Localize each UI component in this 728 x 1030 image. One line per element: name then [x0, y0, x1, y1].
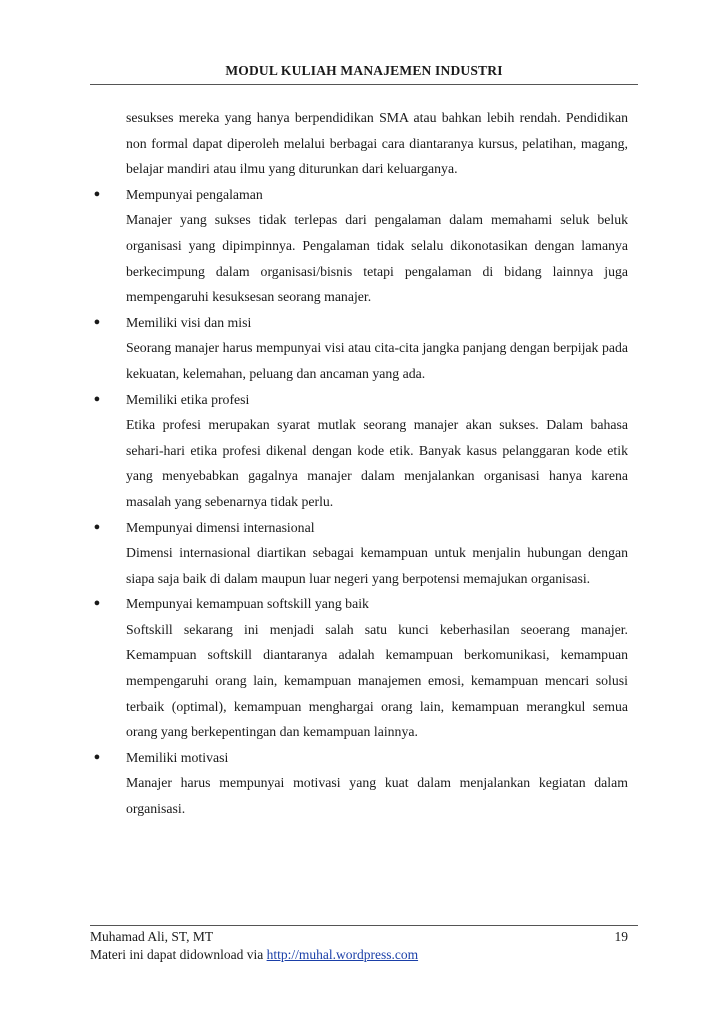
footer-divider: [90, 925, 638, 926]
item-body: Dimensi internasional diartikan sebagai kemampuan untuk menjalin hubungan dengan siapa saja baik di dalam maupun luar negeri yang berpotensi memajukan organisasi.: [126, 545, 628, 586]
footer-author: Muhamad Ali, ST, MT: [90, 929, 214, 944]
item-body: Etika profesi merupakan syarat mutlak seorang manajer akan sukses. Dalam bahasa sehari-hari etika profesi dikenal dengan kode etik. Banyak kasus pelanggaran kode etik yang menyebabkan gagalnya manajer dalam menjalankan organisasi hanya karena masalah yang sebenarnya tidak perlu.: [126, 417, 628, 509]
list-item: [90, 310, 628, 387]
item-body: Manajer harus mempunyai motivasi yang kuat dalam menjalankan kegiatan dalam organisasi.: [126, 775, 628, 817]
document-body: [90, 105, 628, 822]
bullet-icon: ●: [93, 187, 101, 200]
item-heading: Mempunyai pengalaman: [126, 186, 263, 202]
list-item: [90, 745, 628, 822]
item-heading: Mempunyai dimensi internasional: [126, 519, 315, 535]
download-note: Materi ini dapat didownload via: [90, 947, 267, 962]
list-item: [90, 591, 628, 745]
header-divider: [90, 84, 638, 85]
header-title: MODUL KULIAH MANAJEMEN INDUSTRI: [225, 63, 503, 78]
item-body: Seorang manajer harus mempunyai visi atau cita-cita jangka panjang dengan berpijak pada kekuatan, kelemahan, peluang dan ancaman yang ada.: [126, 340, 628, 381]
page-footer: [90, 928, 628, 964]
intro-paragraph: sesukses mereka yang hanya berpendidikan SMA atau bahkan lebih rendah. Pendidikan non formal dapat diperoleh melalui berbagai cara diantaranya kursus, pelatihan, magang, belajar mandiri atau ilmu yang diturunkan dari keluarganya.: [126, 110, 628, 177]
item-heading: Memiliki motivasi: [126, 749, 229, 765]
bullet-icon: ●: [93, 597, 101, 610]
item-heading: Mempunyai kemampuan softskill yang baik: [126, 596, 369, 612]
item-body: Softskill sekarang ini menjadi salah satu kunci keberhasilan seoerang manajer. Kemampuan softskill diantaranya adalah kemampuan berkomunikasi, kemampuan mempengaruhi orang lain, kemampuan manajemen emosi, kemampuan mencari solusi terbaik (optimal), kemampuan menghargai orang lain, kemampuan merangkul semua orang yang berkepentingan dan kemampuan lainnya.: [126, 621, 628, 740]
bullet-icon: ●: [93, 750, 101, 763]
item-body: Manajer yang sukses tidak terlepas dari pengalaman dalam memahami seluk beluk organisasi yang dipimpinnya. Pengalaman tidak selalu dikonotasikan dengan lamanya berkecimpung dalam organisasi/bisnis tetapi pengalaman di bidang lainnya juga mempengaruhi kesuksesan seorang manajer.: [126, 212, 628, 305]
bullet-icon: ●: [93, 315, 101, 328]
bullet-icon: ●: [93, 392, 101, 405]
download-link[interactable]: http://muhal.wordpress.com: [266, 947, 419, 962]
item-heading: Memiliki visi dan misi: [126, 314, 252, 330]
list-item: [90, 387, 628, 515]
list-item: [90, 515, 628, 592]
item-heading: Memiliki etika profesi: [126, 391, 250, 407]
page-number: 19: [614, 929, 628, 944]
list-item: [90, 182, 628, 310]
bullet-icon: ●: [93, 520, 101, 533]
